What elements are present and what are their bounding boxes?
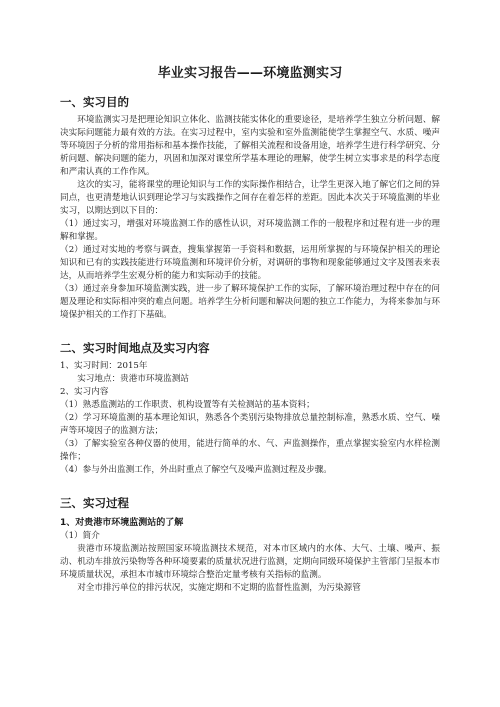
list-item: （2）学习环境监测的基本理论知识，熟悉各个类别污染物排放总量控制标准，熟悉水质、空气、噪声等环境因子的监测方法；: [60, 413, 440, 436]
section-heading: 二、实习时间地点及实习内容: [60, 341, 210, 355]
document-title: 毕业实习报告——环境监测实习: [157, 66, 343, 81]
list-item: （4）参与外出监测工作，外出时重点了解空气及噪声监测过程及步骤。: [60, 465, 332, 475]
section-process: [60, 495, 440, 595]
paragraph: 1、实习时间：2015年: [60, 361, 148, 371]
section-heading: 一、实习目的: [60, 95, 129, 109]
list-item: （3）通过亲身参加环境监测实践，进一步了解环境保护工作的实际，了解环境治理过程中存在的问题及理论和实际相冲突的难点问题。培养学生分析问题和解决问题的独立工作能力，为将来参加与环境保护相关的工作打下基础。: [60, 284, 440, 320]
list-item: （1）熟悉监测站的工作职责、机构设置等有关检测站的基本资料；: [60, 400, 315, 410]
paragraph: 贵港市环境监测站按照国家环境监测技术规范，对本市区域内的水体、大气、土壤、噪声、振动、机动车排放污染物等各种环境要素的质量状况进行监测，定期向同级环境保护主管部门呈报本市环境质量状况，承担本市城市环境综合整治定量考核有关指标的监测。: [60, 544, 440, 580]
paragraph: 环境监测实习是把理论知识立体化、监测技能实体化的重要途径，是培养学生独立分析问题、解决实际问题能力最有效的方法。在实习过程中，室内实验和室外监测能使学生掌握空气、水质、噪声等环境因子分析的常用指标和基本操作技能，了解相关流程和设备用途，培养学生进行科学研究、分析问题、解决问题的能力，巩固和加深对课堂所学基本理论的理解，使学生树立实事求是的科学态度和严肃认真的工作作风。: [60, 115, 440, 177]
section-time-place: [60, 340, 440, 477]
paragraph: 2、实习内容: [60, 387, 109, 397]
paragraph: 实习地点：贵港市环境监测站: [77, 374, 189, 384]
list-item: （1）通过实习，增强对环境监测工作的感性认识，对环境监测工作的一般程序和过程有进一步的理解和掌握。: [60, 219, 440, 242]
paragraph: （1）简介: [60, 531, 100, 541]
section-purpose: [60, 94, 440, 322]
paragraph: 对全市排污单位的排污状况，实施定期和不定期的监督性监测，为污染源管: [77, 583, 361, 593]
paragraph: 这次的实习，能将课堂的理论知识与工作的实际操作相结合，让学生更深入地了解它们之间的异同点，也更清楚地认识到理论学习与实践操作之间存在着怎样的差距。因此本次关于环境监测的毕业实习，以期达到以下目的：: [60, 180, 440, 216]
section-heading: 三、实习过程: [60, 496, 129, 510]
list-item: （2）通过对实地的考察与调查，搜集掌握第一手资料和数据，运用所掌握的与环境保护相关的理论知识和已有的实践技能进行环境监测和环境评价分析，对调研的事物和现象能够通过文字及图表来表达，从而培养学生宏观分析的能力和实际动手的技能。: [60, 245, 440, 281]
list-item: （3）了解实验室各种仪器的使用，能进行简单的水、气、声监测操作，重点掌握实验室内水样检测操作；: [60, 439, 440, 462]
subsection-heading: 1、对贵港市环境监测站的了解: [60, 518, 184, 528]
